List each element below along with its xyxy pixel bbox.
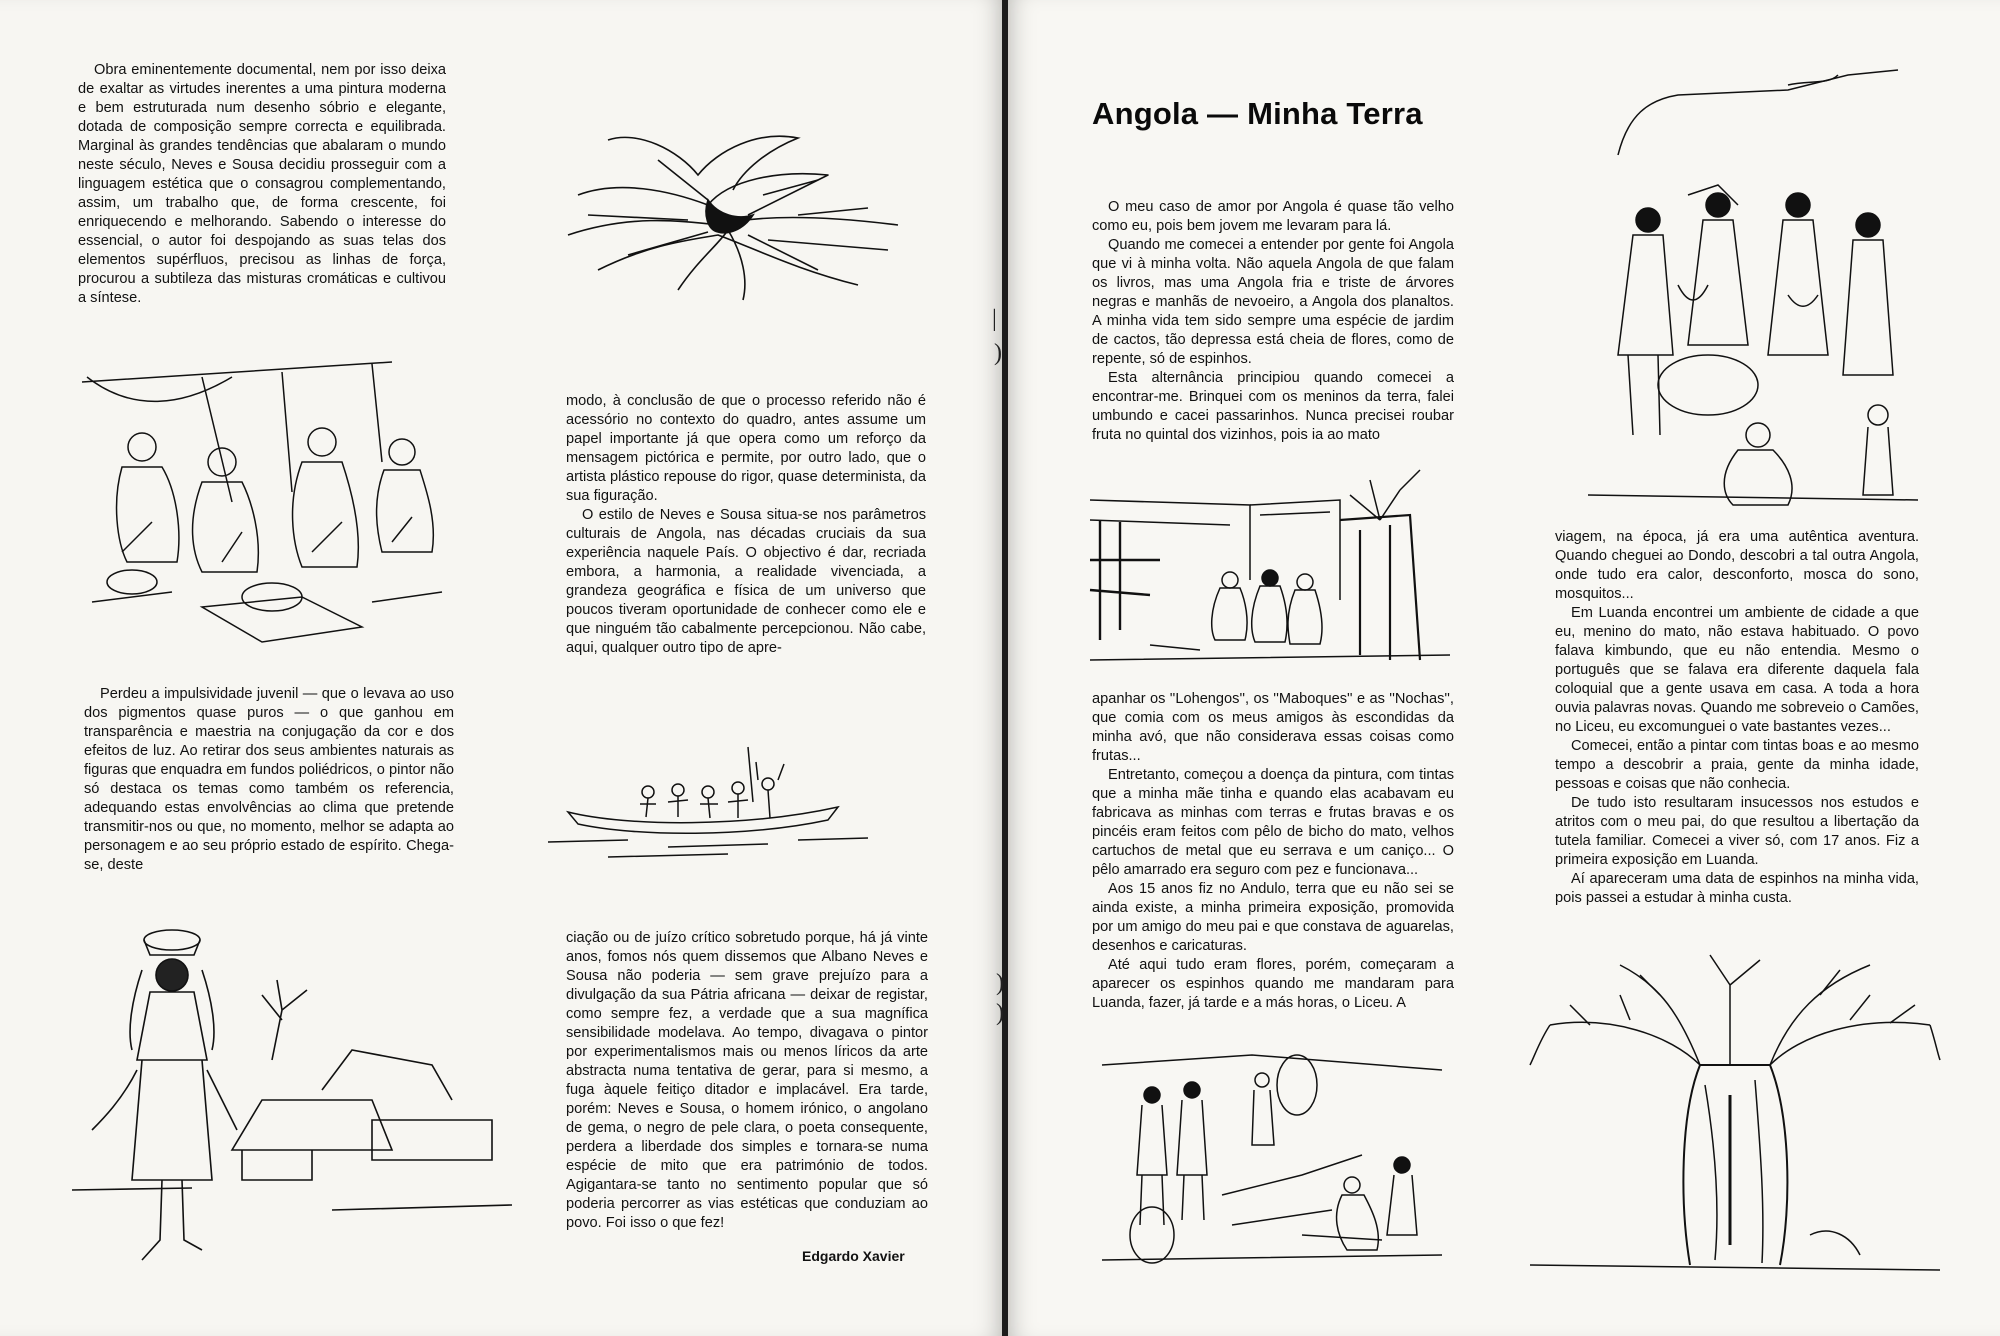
paragraph: De tudo isto resultaram insucessos nos estudos e atritos com o meu pai, do que resultou a libertação da tutela familiar. Comecei a viver só, com 17 anos. Fiz a primeira exposição em Luanda. <box>1555 795 1919 868</box>
left-col2-mid-text <box>566 392 926 658</box>
right-col1-mid-text <box>1092 690 1454 1013</box>
woman-carrying-basket-drawing <box>72 920 512 1280</box>
paragraph: Em Luanda encontrei um ambiente de cidade a que eu, menino do mato, não estava habituado. O povo falava kimbundo, que eu não entendia. Mesmo o português que se falava era diferente daquela fala coloquial que a gente usava em casa. A toda a hora ouvia palavras novas. Quando me sobreveio o Camões, no Liceu, eu excomunguei o vate bastantes vezes... <box>1555 605 1919 735</box>
author-signature: Edgardo Xavier <box>802 1248 905 1264</box>
paragraph: Aos 15 anos fiz no Andulo, terra que eu não sei se ainda existe, a minha primeira exposição, promovida por um amigo do meu pai e que constava de aguarelas, desenhos e caricaturas. <box>1092 881 1454 954</box>
harvest-workers-drawing <box>1102 1035 1442 1275</box>
village-scene-drawing <box>1090 460 1450 675</box>
right-col2-mid-text <box>1555 528 1919 908</box>
right-col1-top-text <box>1092 198 1454 445</box>
market-women-drawing <box>82 352 454 647</box>
baobab-tree-drawing <box>1530 945 1940 1280</box>
gutter-mark: ) <box>996 970 1004 996</box>
article-title: Angola — Minha Terra <box>1092 96 1423 131</box>
paragraph: Esta alternância principiou quando comecei a encontrar-me. Brinquei com os meninos da terra, falei umbundo e cacei passarinhos. Nunca precisei roubar fruta no quintal dos vizinhos, pois ia ao mato <box>1092 370 1454 443</box>
gutter-mark: ) <box>994 340 1002 366</box>
paragraph: viagem, na época, já era uma autêntica aventura. Quando cheguei ao Dondo, descobri a tal outra Angola, onde tudo era calor, desconforto, mosca do sono, mosquitos... <box>1555 529 1919 602</box>
paragraph: apanhar os ''Lohengos'', os ''Maboques'' e as ''Nochas'', que comia com os meus amigos às escondidas da minha avó, que não considerava essas coisas como frutas... <box>1092 691 1454 764</box>
paragraph: Quando me comecei a entender por gente foi Angola que vi à minha volta. Não aquela Angola de que falam os livros, mas uma Angola fria e triste de árvores negras e manhãs de nevoeiro, a Angola dos planaltos. A minha vida tem sido sempre uma espécie de jardim de cactos, tão depressa está cheia de flores, como de repente, só de espinhos. <box>1092 237 1454 367</box>
paragraph: Comecei, então a pintar com tintas boas e ao mesmo tempo a descobrir a praia, gente da minha idade, pessoas e coisas que não conhecia. <box>1555 738 1919 792</box>
women-carrying-loads-drawing <box>1588 55 1918 510</box>
paragraph: Até aqui tudo eram flores, porém, começaram a aparecer os espinhos quando me mandaram para Luanda, fazer, já tarde e a más horas, o Liceu. A <box>1092 957 1454 1011</box>
paragraph: O meu caso de amor por Angola é quase tão velho como eu, pois bem jovem me levaram para lá. <box>1092 199 1454 234</box>
paragraph: Perdeu a impulsividade juvenil — que o levava ao uso dos pigmentos quase puros — o que ganhou em transparência e maestria na conjugação da cor e dos efeitos de luz. Ao retirar dos seus ambientes naturais as figuras que enquadra em fundos poliédricos, o pintor não só destaca os temas como também os referencia, adequando estas envolvências ao clima que pretende transmitir-nos ou que, no momento, melhor se adapta ao personagem e ao seu próprio estado de espírito. Chega-se, deste <box>84 686 454 873</box>
canoe-fishermen-drawing <box>548 742 870 867</box>
paragraph: modo, à conclusão de que o processo referido não é acessório no contexto do quadro, antes assume um papel importante já que opera como um reforço da mensagem pictórica e permite, por outro lado, que o artista plástico repouse do rigor, quase determinista, da sua figuração. <box>566 393 926 504</box>
left-col2-bottom-text <box>566 929 928 1233</box>
paragraph: ciação ou de juízo crítico sobretudo porque, há já vinte anos, fomos nós quem dissemos que Albano Neves e Sousa não poderia — sem grave prejuízo para a divulgação da sua Pátria africana — deixar de registar, como sempre fez, a verdade que a sua magnífica sensibilidade modelava. Ao tempo, divagava o pintor por experimentalismos mais ou menos líricos da arte abstracta numa tentativa de gerar, para si mesmo, a fuga àquele feitiço ditador e implacável. Era tarde, porém: Neves e Sousa, o homem irónico, o angolano de gema, o negro de pele clara, o poeta consequente, perdera a liberdade dos simples e tornara-se numa espécie de mito que era património de todos. Agigantara-se tanto no sentimento popular que só poderia percorrer as vias estéticas que conduziam ao povo. Foi isso o que fez! <box>566 930 928 1231</box>
right-page <box>996 0 2000 1336</box>
gutter-mark: | <box>992 306 997 332</box>
left-col1-top-text <box>78 61 446 308</box>
paragraph: Obra eminentemente documental, nem por isso deixa de exaltar as virtudes inerentes a uma pintura moderna e bem estruturada num desenho sóbrio e elegante, dotada de composição sempre correcta e equilibrada. Marginal às grandes tendências que abalaram o mundo neste século, Neves e Sousa decidiu prosseguir com a linguagem estética que o consagrou complementando, assim, um trabalho que, de forma crescente, foi enriquecendo e melhorando. Sabendo o interesse do essencial, o autor foi despojando as suas telas dos elementos supérfluos, precisou as linhas de força, procurou a subtileza das misturas cromáticas e cultivou a síntese. <box>78 62 446 306</box>
left-col1-mid-text <box>84 685 454 875</box>
paragraph: Entretanto, começou a doença da pintura, com tintas que a minha mãe tinha e quando elas acabavam eu fabricava as minhas com terras e frutas bravas e os pincéis eram feitos com pêlo de bicho do mato, velhos cartuchos de metal que eu serrava e um caniço... O pêlo amarrado era seguro com pez e funcionava... <box>1092 767 1454 878</box>
succulent-plant-drawing <box>568 120 918 305</box>
paragraph: O estilo de Neves e Sousa situa-se nos parâmetros culturais de Angola, nas décadas cruciais da sua experiência naquele País. O objectivo é dar, recriada embora, a harmonia, a realidade vivenciada, a grandeza geográfica e física de um universo que poucos tiveram oportunidade de conhecer como ele e que ninguém tão cabalmente percepcionou. Não cabe, aqui, qualquer outro tipo de apre- <box>566 507 926 656</box>
gutter-mark: ) <box>996 1000 1004 1026</box>
paragraph: Aí apareceram uma data de espinhos na minha vida, pois passei a estudar à minha custa. <box>1555 871 1919 906</box>
